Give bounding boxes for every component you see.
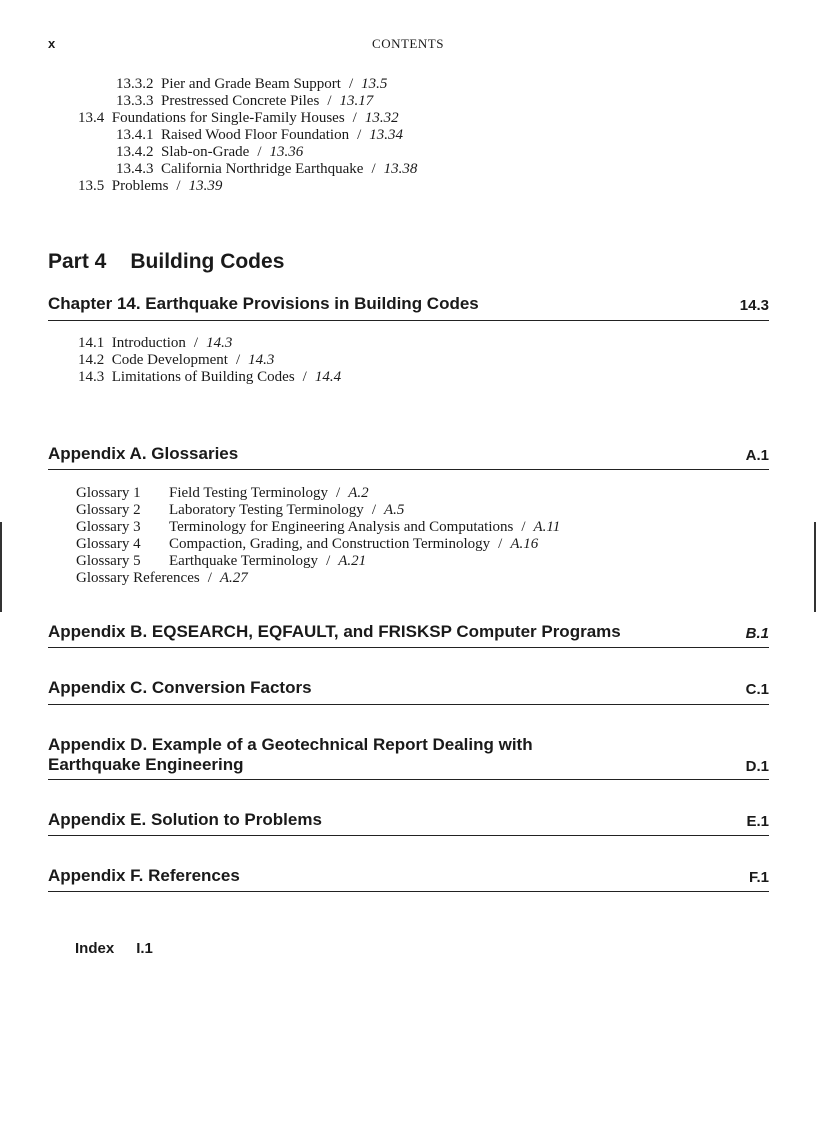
scan-edge-left (0, 522, 2, 612)
part-heading: Part 4 Building Codes (48, 250, 285, 273)
appendix-page: F.1 (748, 869, 769, 886)
appendix-d-heading[interactable] (48, 735, 769, 777)
appendix-page: C.1 (745, 681, 769, 698)
appendix-f-heading[interactable] (48, 866, 769, 888)
glossary-entry[interactable]: Glossary 2 Laboratory Testing Terminology / A.5 (76, 502, 405, 518)
appendix-title: Appendix F. References (48, 866, 240, 885)
chapter-14-heading[interactable] (48, 294, 769, 316)
appendix-b-heading[interactable] (48, 622, 769, 644)
divider (48, 891, 769, 892)
toc-entry[interactable]: 13.4.3 California Northridge Earthquake / 13.38 (116, 161, 418, 177)
appendix-e-heading[interactable] (48, 810, 769, 832)
appendix-title-line2: Earthquake Engineering (48, 755, 244, 774)
chapter-title: Chapter 14. Earthquake Provisions in Building Codes (48, 294, 479, 313)
toc-entry[interactable]: 14.1 Introduction / 14.3 (78, 335, 233, 351)
appendix-page: E.1 (746, 813, 769, 830)
glossary-entry[interactable]: Glossary 5 Earthquake Terminology / A.21 (76, 553, 367, 569)
appendix-page: D.1 (745, 758, 769, 775)
glossary-entry[interactable]: Glossary References / A.27 (76, 570, 248, 586)
toc-entry[interactable]: 13.4.1 Raised Wood Floor Foundation / 13.34 (116, 127, 404, 143)
appendix-title: Appendix B. EQSEARCH, EQFAULT, and FRISKSP Computer Programs (48, 622, 621, 641)
appendix-title: Appendix C. Conversion Factors (48, 678, 312, 697)
page-number: x (48, 36, 56, 51)
appendix-title-line1: Appendix D. Example of a Geotechnical Report Dealing with (48, 735, 533, 754)
divider (48, 647, 769, 648)
toc-entry[interactable]: 14.3 Limitations of Building Codes / 14.4 (78, 369, 342, 385)
glossary-entry[interactable]: Glossary 3 Terminology for Engineering Analysis and Computations / A.11 (76, 519, 561, 535)
divider (48, 469, 769, 470)
index-entry[interactable]: Index I.1 (75, 940, 153, 957)
glossary-entry[interactable]: Glossary 1 Field Testing Terminology / A.2 (76, 485, 369, 501)
divider (48, 779, 769, 780)
appendix-page: A.1 (745, 447, 769, 464)
toc-entry[interactable]: 13.5 Problems / 13.39 (78, 178, 223, 194)
appendix-title: Appendix A. Glossaries (48, 444, 239, 463)
toc-entry[interactable]: 13.3.2 Pier and Grade Beam Support / 13.5 (116, 76, 388, 92)
appendix-a-heading[interactable] (48, 444, 769, 466)
toc-entry[interactable]: 13.4 Foundations for Single-Family Houses / 13.32 (78, 110, 399, 126)
toc-entry[interactable]: 14.2 Code Development / 14.3 (78, 352, 275, 368)
appendix-page: B.1 (745, 625, 769, 642)
appendix-c-heading[interactable] (48, 678, 769, 700)
glossary-entry[interactable]: Glossary 4 Compaction, Grading, and Construction Terminology / A.16 (76, 536, 539, 552)
appendix-title: Appendix E. Solution to Problems (48, 810, 322, 829)
divider (48, 704, 769, 705)
chapter-page: 14.3 (739, 297, 769, 314)
running-header: CONTENTS (372, 36, 444, 51)
divider (48, 835, 769, 836)
divider (48, 320, 769, 321)
toc-entry[interactable]: 13.4.2 Slab-on-Grade / 13.36 (116, 144, 304, 160)
toc-entry[interactable]: 13.3.3 Prestressed Concrete Piles / 13.17 (116, 93, 374, 109)
